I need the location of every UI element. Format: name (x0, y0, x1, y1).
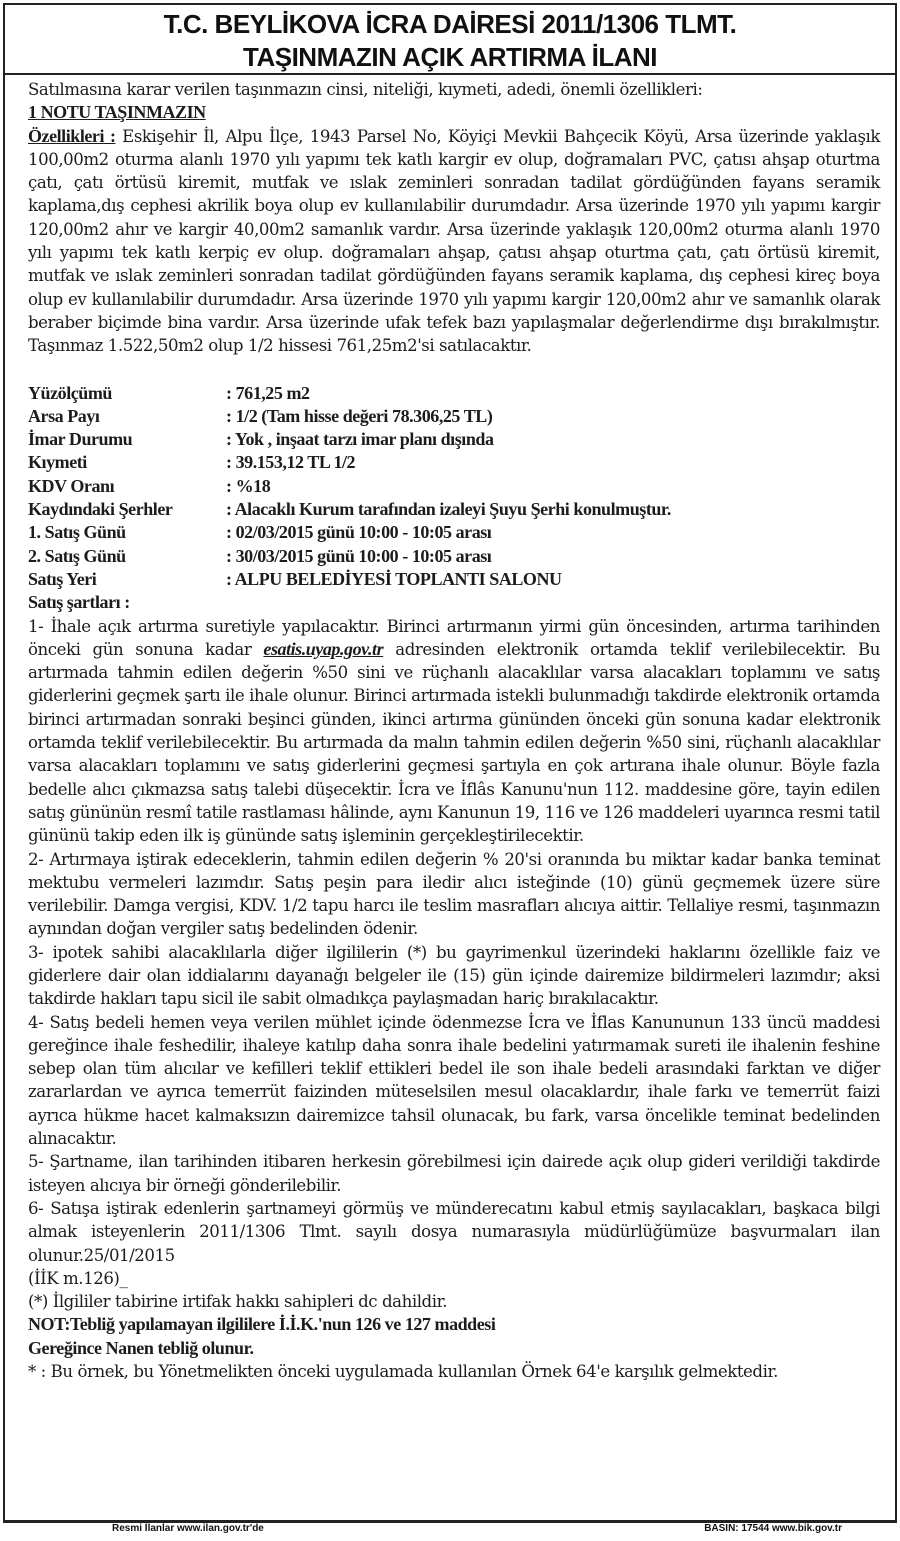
notice-line-2: Gereğince Nanen tebliğ olunur. (28, 1337, 254, 1358)
announcement-header (0, 8, 900, 74)
condition-2: 2- Artırmaya iştirak edeceklerin, tahmin edilen değerin % 20'si oranında bu miktar kadar banka teminat mektubu vermeleri lazımdır. Satış peşin para iledir alıcı isteğinde (10) günü geçmemek üzere süre verilebilir. Damga vergisi, KDV. 1/2 tapu harcı ile teslim masrafları alıcıya aittir. Tellaliye resmi, taşınmazın aynından doğan vergiler satış bedelinden ödenir. (28, 849, 880, 939)
spec-row (28, 545, 671, 568)
announcement-body (28, 78, 880, 1383)
features-text: Eskişehir İl, Alpu İlçe, 1943 Parsel No, Köyiçi Mevkii Bahçecik Köyü, Arsa üzerinde yaklaşık 100,00m2 oturma alanlı 1970 yılı yapımı tek katlı kargir ev olup, doğramaları PVC, çatısı ahşap oturtma çatı, çatı örtüsü kiremit, mutfak ve ıslak zeminleri sonradan tadilat gördüğünden fayans seramik kaplama,dış cephesi akrilik boya olup ev kullanılabilir durumdadır. Arsa üzerinde 1970 yılı yapımı kargir 120,00m2 ahır ve kargir 40,00m2 samanlık vardır. Arsa üzerinde yaklaşık 120,00m2 oturma alanlı 1970 yılı yapımı tek katlı kerpiç ev olup. doğramaları ahşap, çatısı ahşap oturtma çatı, çatı örtüsü kiremit, mutfak ve ıslak zeminleri sonradan tadilat gördüğünden fayans seramik kaplama, dış cephesi kireç boya olup ev kullanılabilir durumdadır. Arsa üzerinde 1970 yılı yapımı kargir 120,00m2 ahır ve samanlık olarak beraber biçimde bina vardır. Arsa üzerinde ufak tefek bazı yapılaşmalar değerlendirme dışı bırakılmıştır. Taşınmaz 1.522,50m2 olup 1/2 hissesi 761,25m2'si satılacaktır. (28, 126, 880, 356)
header-divider (5, 73, 895, 75)
spec-row (28, 568, 671, 591)
spec-value: : Yok , inşaat tarzı imar planı dışında (226, 429, 494, 450)
condition-5: 5- Şartname, ilan tarihinden itibaren herkesin görebilmesi için dairede açık olup gideri verildiği takdirde isteyen alıcıya bir örneği gönderilebilir. (28, 1152, 880, 1195)
spec-row (28, 475, 671, 498)
condition-6: 6- Satışa iştirak edenlerin şartnameyi görmüş ve münderecatını kabul etmiş sayılacakları, başkaca bilgi almak isteyenlerin 2011/1306 Tlmt. sayılı dosya numarasıyla müdürlüğümüze başvurmaları ilan olunur.25/01/2015 (28, 1198, 880, 1265)
footer-divider (5, 1520, 895, 1521)
condition-1 (28, 615, 880, 848)
spec-value: : 02/03/2015 günü 10:00 - 10:05 arası (226, 522, 492, 543)
property-heading: 1 NOTU TAŞINMAZIN (28, 102, 206, 123)
spec-value: : 30/03/2015 günü 10:00 - 10:05 arası (226, 545, 492, 566)
spec-row (28, 428, 671, 451)
spec-value: : 761,25 m2 (226, 382, 310, 403)
spec-row (28, 498, 671, 521)
spec-value: : ALPU BELEDİYESİ TOPLANTI SALONU (226, 568, 562, 589)
spec-label: 1. Satış Günü (28, 522, 126, 543)
title-line-2: TAŞINMAZIN AÇIK ARTIRMA İLANI (243, 42, 657, 72)
spec-value: : 1/2 (Tam hisse değeri 78.306,25 TL) (226, 405, 493, 426)
spec-value: : %18 (226, 475, 271, 496)
notice-line-1: NOT:Tebliğ yapılamayan ilgililere İ.İ.K.'nun 126 ve 127 maddesi (28, 1314, 496, 1335)
condition-1-text-a: 1- İhale açık artırma suretiyle yapılacaktır. Birinci artırmanın yirmi gün öncesinden, artırma tarihinden önceki gün sonuna kadar (28, 616, 880, 659)
stakeholders-note: (*) İlgililer tabirine irtifak hakkı sahipleri dc dahildir. (28, 1292, 448, 1312)
property-specs-table (28, 382, 671, 592)
features-label: Özellikleri : (28, 125, 116, 146)
title-line-1: T.C. BEYLİKOVA İCRA DAİRESİ 2011/1306 TLMT. (163, 9, 737, 39)
condition-1-text-b: adresinden elektronik ortamda teklif verilebilecektir. Bu artırmada tahmin edilen değerin %50 sini ve rüçhanlı alacaklılar varsa alacakları toplamını ve satış giderlerini geçmek şartı ile ihale olunur. Birinci artırmada istekli bulunmadığı takdirde elektronik ortamda birinci artırmadan sonraki beşinci günden, ikinci artırma gününden önceki gün sonuna kadar elektronik ortamda teklif verilebilecektir. Bu artırmada da malın tahmin edilen değerin %50 sini, rüçhanlı alacaklılar varsa alacakları toplamını ve satış giderlerini geçmesi şartıyla en çok artırana ihale olunur. Böyle fazla bedelle alıcı çıkmazsa satış talebi düşecektir. İcra ve İflâs Kanunu'nun 112. maddesine göre, tayin edilen satış gününün resmî tatile rastlaması hâlinde, aynı Kanunun 19, 116 ve 126 maddeleri uyarınca resmi tatil gününü takip eden ilk iş gününde satış işleminin gerçekleştirilecektir. (28, 639, 880, 846)
footer-ilan-site: Resmi İlanlar www.ilan.gov.tr'de (112, 1523, 264, 1534)
intro-text: Satılmasına karar verilen taşınmazın cinsi, niteliği, kıymeti, adedi, önemli özellikleri: (28, 80, 703, 99)
iik-reference: (İİK m.126)_ (28, 1268, 128, 1288)
spec-value: : 39.153,12 TL 1/2 (226, 452, 356, 473)
spec-row (28, 521, 671, 544)
condition-3: 3- ipotek sahibi alacaklılarla diğer ilgililerin (*) bu gayrimenkul üzerindeki haklarını özellikle faiz ve giderlere dair olan iddialarını dayanağı belgeler ile (15) gün içinde dairemize bildirmeleri lazımdır; aksi takdirde hakları tapu sicil ile sabit olmadıkça paylaşmadan hariç bırakılacaktır. (28, 942, 880, 1009)
spec-label: 2. Satış Günü (28, 545, 126, 566)
property-description (28, 125, 880, 358)
spec-label: İmar Durumu (28, 429, 133, 450)
example-footnote: * : Bu örnek, bu Yönetmelikten önceki uygulamada kullanılan Örnek 64'e karşılık gelmektedir. (28, 1362, 778, 1382)
spec-row (28, 451, 671, 474)
spec-label: Satış Yeri (28, 568, 97, 589)
spec-row (28, 382, 671, 405)
spec-label: KDV Oranı (28, 475, 115, 496)
esatis-link[interactable]: esatis.uyap.gov.tr (263, 638, 384, 659)
spec-label: Arsa Payı (28, 405, 100, 426)
spec-label: Kıymeti (28, 452, 87, 473)
sale-conditions-heading: Satış şartları : (28, 592, 130, 613)
spec-label: Yüzölçümü (28, 382, 112, 403)
footer-press-id: BASIN: 17544 www.bik.gov.tr (704, 1523, 842, 1534)
spec-value: : Alacaklı Kurum tarafından izaleyi Şuyu Şerhi konulmuştur. (226, 499, 671, 520)
spec-row (28, 405, 671, 428)
spec-label: Kaydındaki Şerhler (28, 499, 173, 520)
condition-4: 4- Satış bedeli hemen veya verilen mühlet içinde ödenmezse İcra ve İflas Kanununun 133 üncü maddesi gereğince ihale feshedilir, ihaleye katılıp daha sonra ihale bedelini yatırmamak sureti ile ihalenin feshine sebep olan tüm alıcılar ve kefilleri teklif ettikleri bedel ile son ihale bedeli arasındaki farktan ve diğer zararlardan ve ayrıca temerrüt faizinden müteselsilen mesul olacaklardır, ihale farkı ve temerrüt faizi ayrıca hükme hacet kalmaksızın dairemizce tahsil olunacak, bu fark, varsa öncelikle teminat bedelinden alınacaktır. (28, 1012, 880, 1149)
